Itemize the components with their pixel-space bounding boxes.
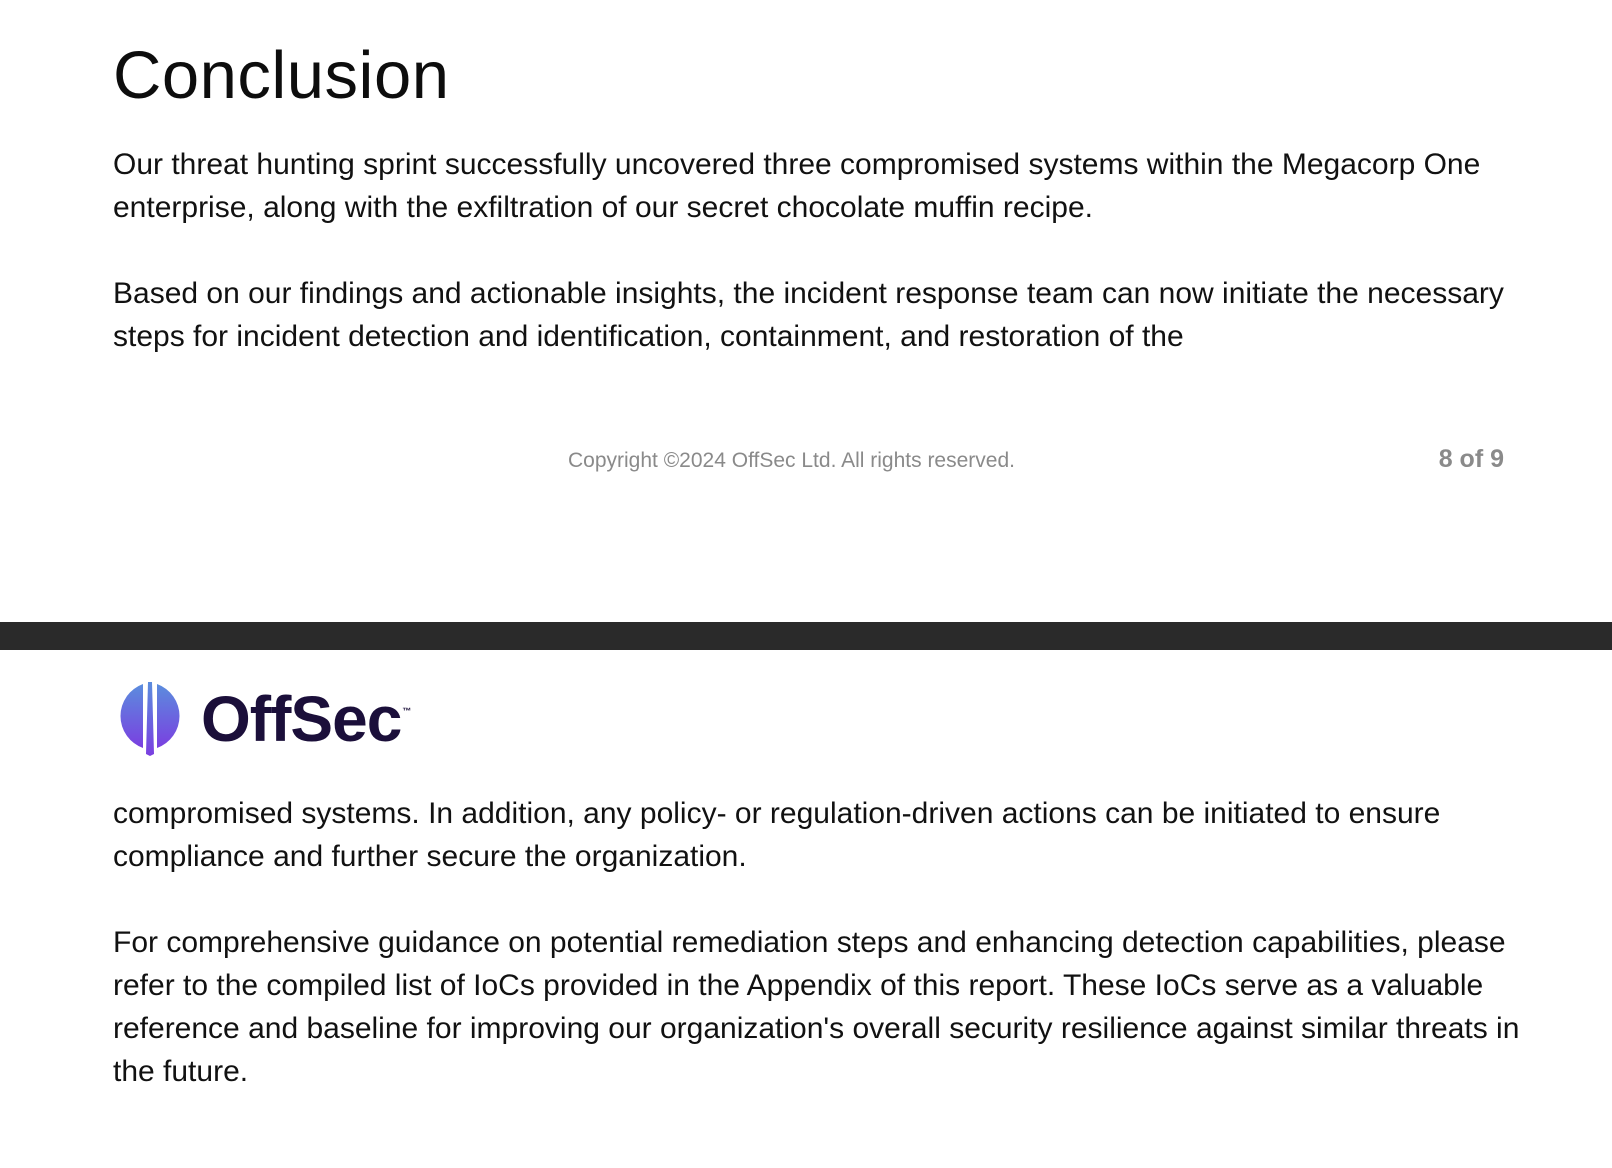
- conclusion-paragraph-1: Our threat hunting sprint successfully uncovered three compromised systems within the Megacorp One enterprise, along with the exfiltration of our secret chocolate muffin recipe.: [113, 148, 1481, 224]
- page-title: Conclusion: [113, 38, 450, 113]
- offsec-logo: [113, 682, 411, 756]
- offsec-logo-icon: [113, 682, 189, 756]
- page-break-divider: [0, 622, 1612, 650]
- conclusion-paragraph-2: Based on our findings and actionable insights, the incident response team can now initiate the necessary steps for incident detection and identification, containment, and restoration of the: [113, 277, 1504, 353]
- page-number: 8 of 9: [1438, 445, 1504, 473]
- trademark-symbol: ™: [402, 706, 412, 716]
- footer-copyright: Copyright ©2024 OffSec Ltd. All rights reserved.: [568, 449, 1015, 472]
- offsec-logo-text: OffSec: [201, 683, 402, 755]
- continued-paragraph: compromised systems. In addition, any policy- or regulation-driven actions can be initiated to ensure compliance and further secure the organization.: [113, 797, 1441, 873]
- remediation-guidance-paragraph: For comprehensive guidance on potential remediation steps and enhancing detection capabilities, please refer to the compiled list of IoCs provided in the Appendix of this report. These IoCs serve as a valuable reference and baseline for improving our organization's overall security resilience against similar threats in the future.: [113, 926, 1520, 1088]
